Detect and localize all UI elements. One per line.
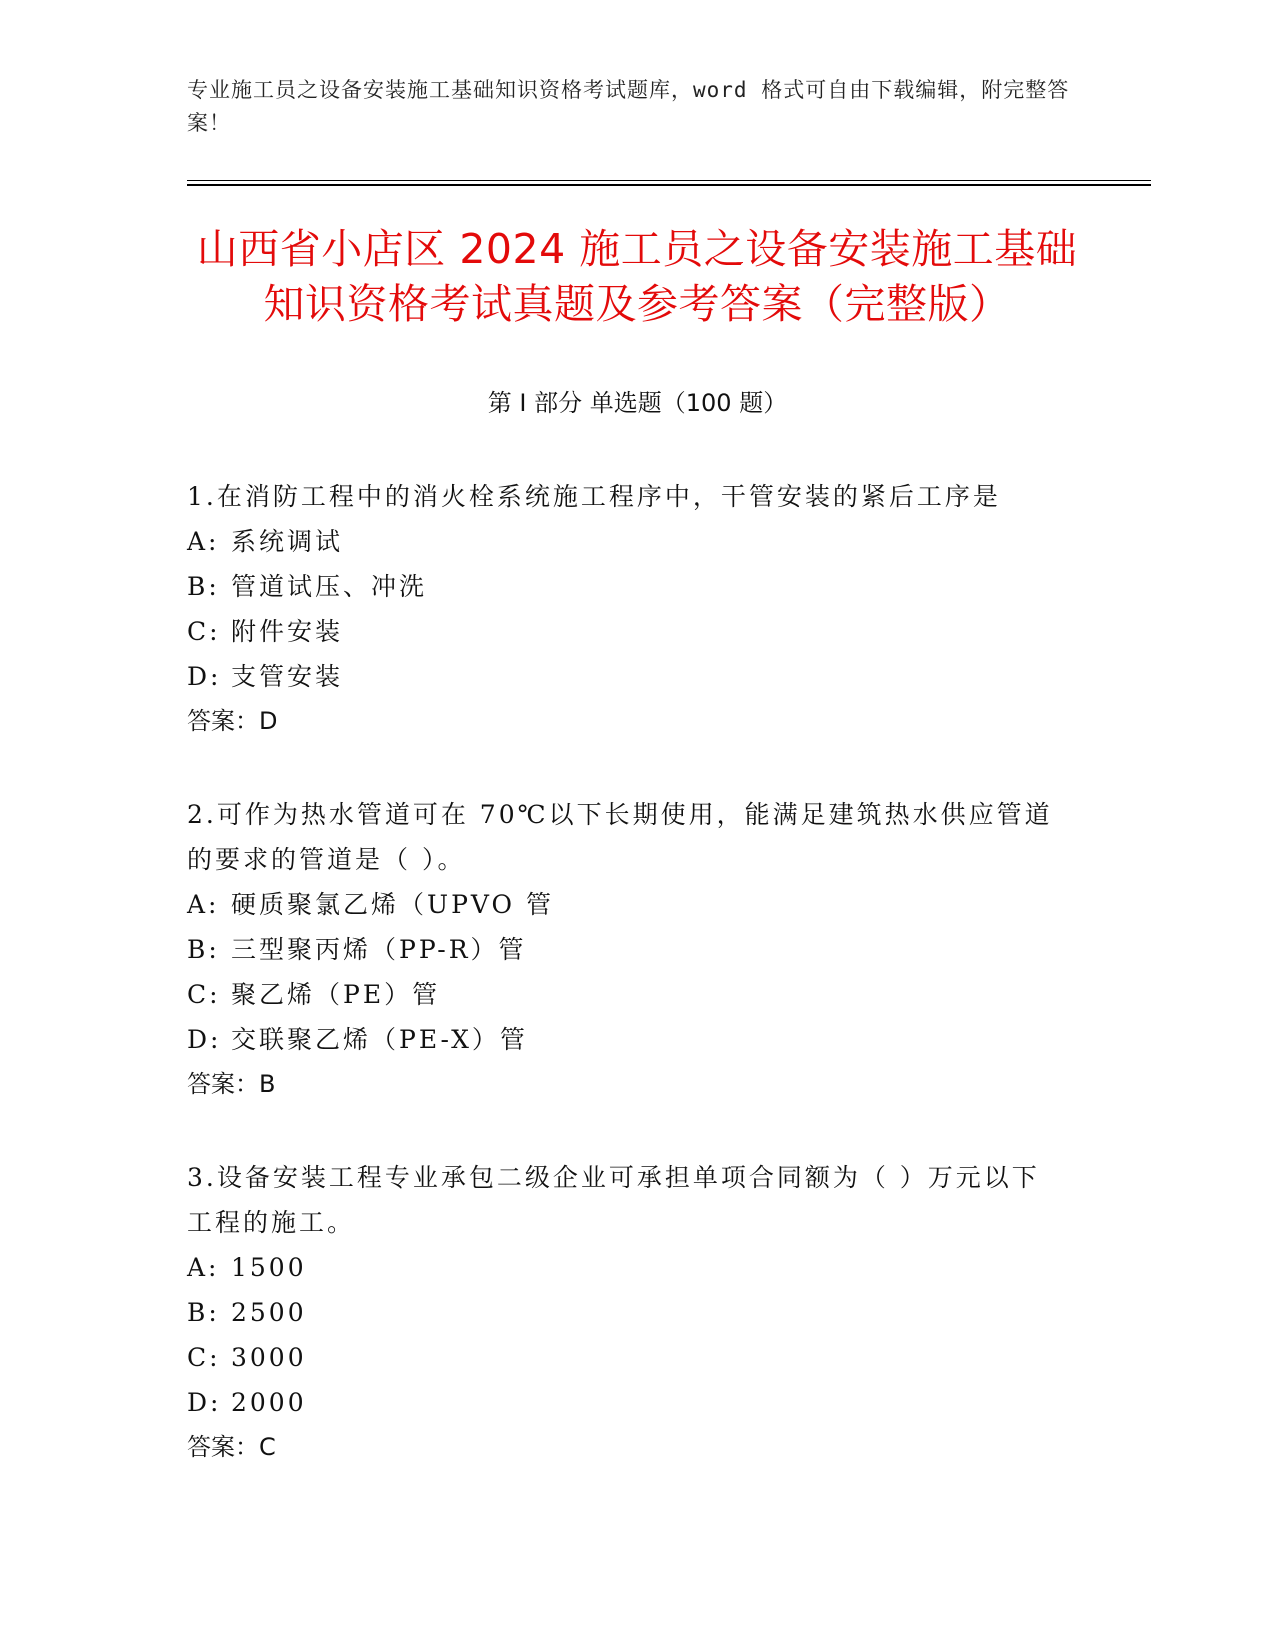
- option-text: 附件安装: [231, 617, 344, 646]
- question-list: [187, 474, 1067, 1518]
- option-text: 2500: [231, 1298, 307, 1327]
- option-key: D:: [187, 1388, 222, 1417]
- question-answer: 答案：C: [187, 1433, 276, 1461]
- option-text: 3000: [231, 1343, 307, 1372]
- option-text: 硬质聚氯乙烯（UPVO 管: [231, 890, 554, 919]
- question-option-a: [187, 519, 1067, 564]
- option-key: D:: [187, 1025, 222, 1054]
- option-key: B:: [187, 572, 220, 601]
- question-stem: 3.设备安装工程专业承包二级企业可承担单项合同额为（ ）万元以下工程的施工。: [187, 1163, 1040, 1237]
- question-item: [187, 1155, 1067, 1470]
- option-key: A:: [187, 527, 220, 556]
- question-option-a: [187, 1245, 1067, 1290]
- question-option-d: [187, 1017, 1067, 1062]
- question-option-a: [187, 882, 1067, 927]
- option-key: D:: [187, 662, 222, 691]
- option-text: 1500: [231, 1253, 307, 1282]
- question-option-d: [187, 1380, 1067, 1425]
- question-stem: 2.可作为热水管道可在 70℃以下长期使用，能满足建筑热水供应管道的要求的管道是（ ）。: [187, 800, 1053, 874]
- header-note: 专业施工员之设备安装施工基础知识资格考试题库，word 格式可自由下载编辑，附完整答案！: [187, 78, 1070, 135]
- option-key: A:: [187, 890, 220, 919]
- question-option-b: [187, 564, 1067, 609]
- option-text: 支管安装: [231, 662, 344, 691]
- question-answer: 答案：B: [187, 1070, 276, 1098]
- option-text: 系统调试: [231, 527, 344, 556]
- option-text: 三型聚丙烯（PP-R）管: [231, 935, 527, 964]
- option-text: 管道试压、冲洗: [231, 572, 428, 601]
- option-key: B:: [187, 1298, 220, 1327]
- question-option-d: [187, 654, 1067, 699]
- question-option-c: [187, 972, 1067, 1017]
- question-item: [187, 474, 1067, 744]
- option-text: 聚乙烯（PE）管: [231, 980, 441, 1009]
- option-text: 2000: [231, 1388, 307, 1417]
- header-divider-bottom: [187, 184, 1151, 186]
- question-option-c: [187, 1335, 1067, 1380]
- header-divider-top: [187, 180, 1151, 181]
- option-key: B:: [187, 935, 220, 964]
- option-key: C:: [187, 980, 221, 1009]
- option-text: 交联聚乙烯（PE-X）管: [231, 1025, 528, 1054]
- question-option-b: [187, 927, 1067, 972]
- option-key: C:: [187, 1343, 221, 1372]
- option-key: C:: [187, 617, 221, 646]
- question-item: [187, 792, 1067, 1107]
- option-key: A:: [187, 1253, 220, 1282]
- question-answer: 答案：D: [187, 707, 278, 735]
- question-option-c: [187, 609, 1067, 654]
- question-stem: 1.在消防工程中的消火栓系统施工程序中，干管安装的紧后工序是: [187, 482, 1001, 511]
- section-heading: 第 I 部分 单选题（100 题）: [487, 389, 788, 417]
- question-option-b: [187, 1290, 1067, 1335]
- document-title: 山西省小店区 2024 施工员之设备安装施工基础知识资格考试真题及参考答案（完整版）: [196, 225, 1078, 328]
